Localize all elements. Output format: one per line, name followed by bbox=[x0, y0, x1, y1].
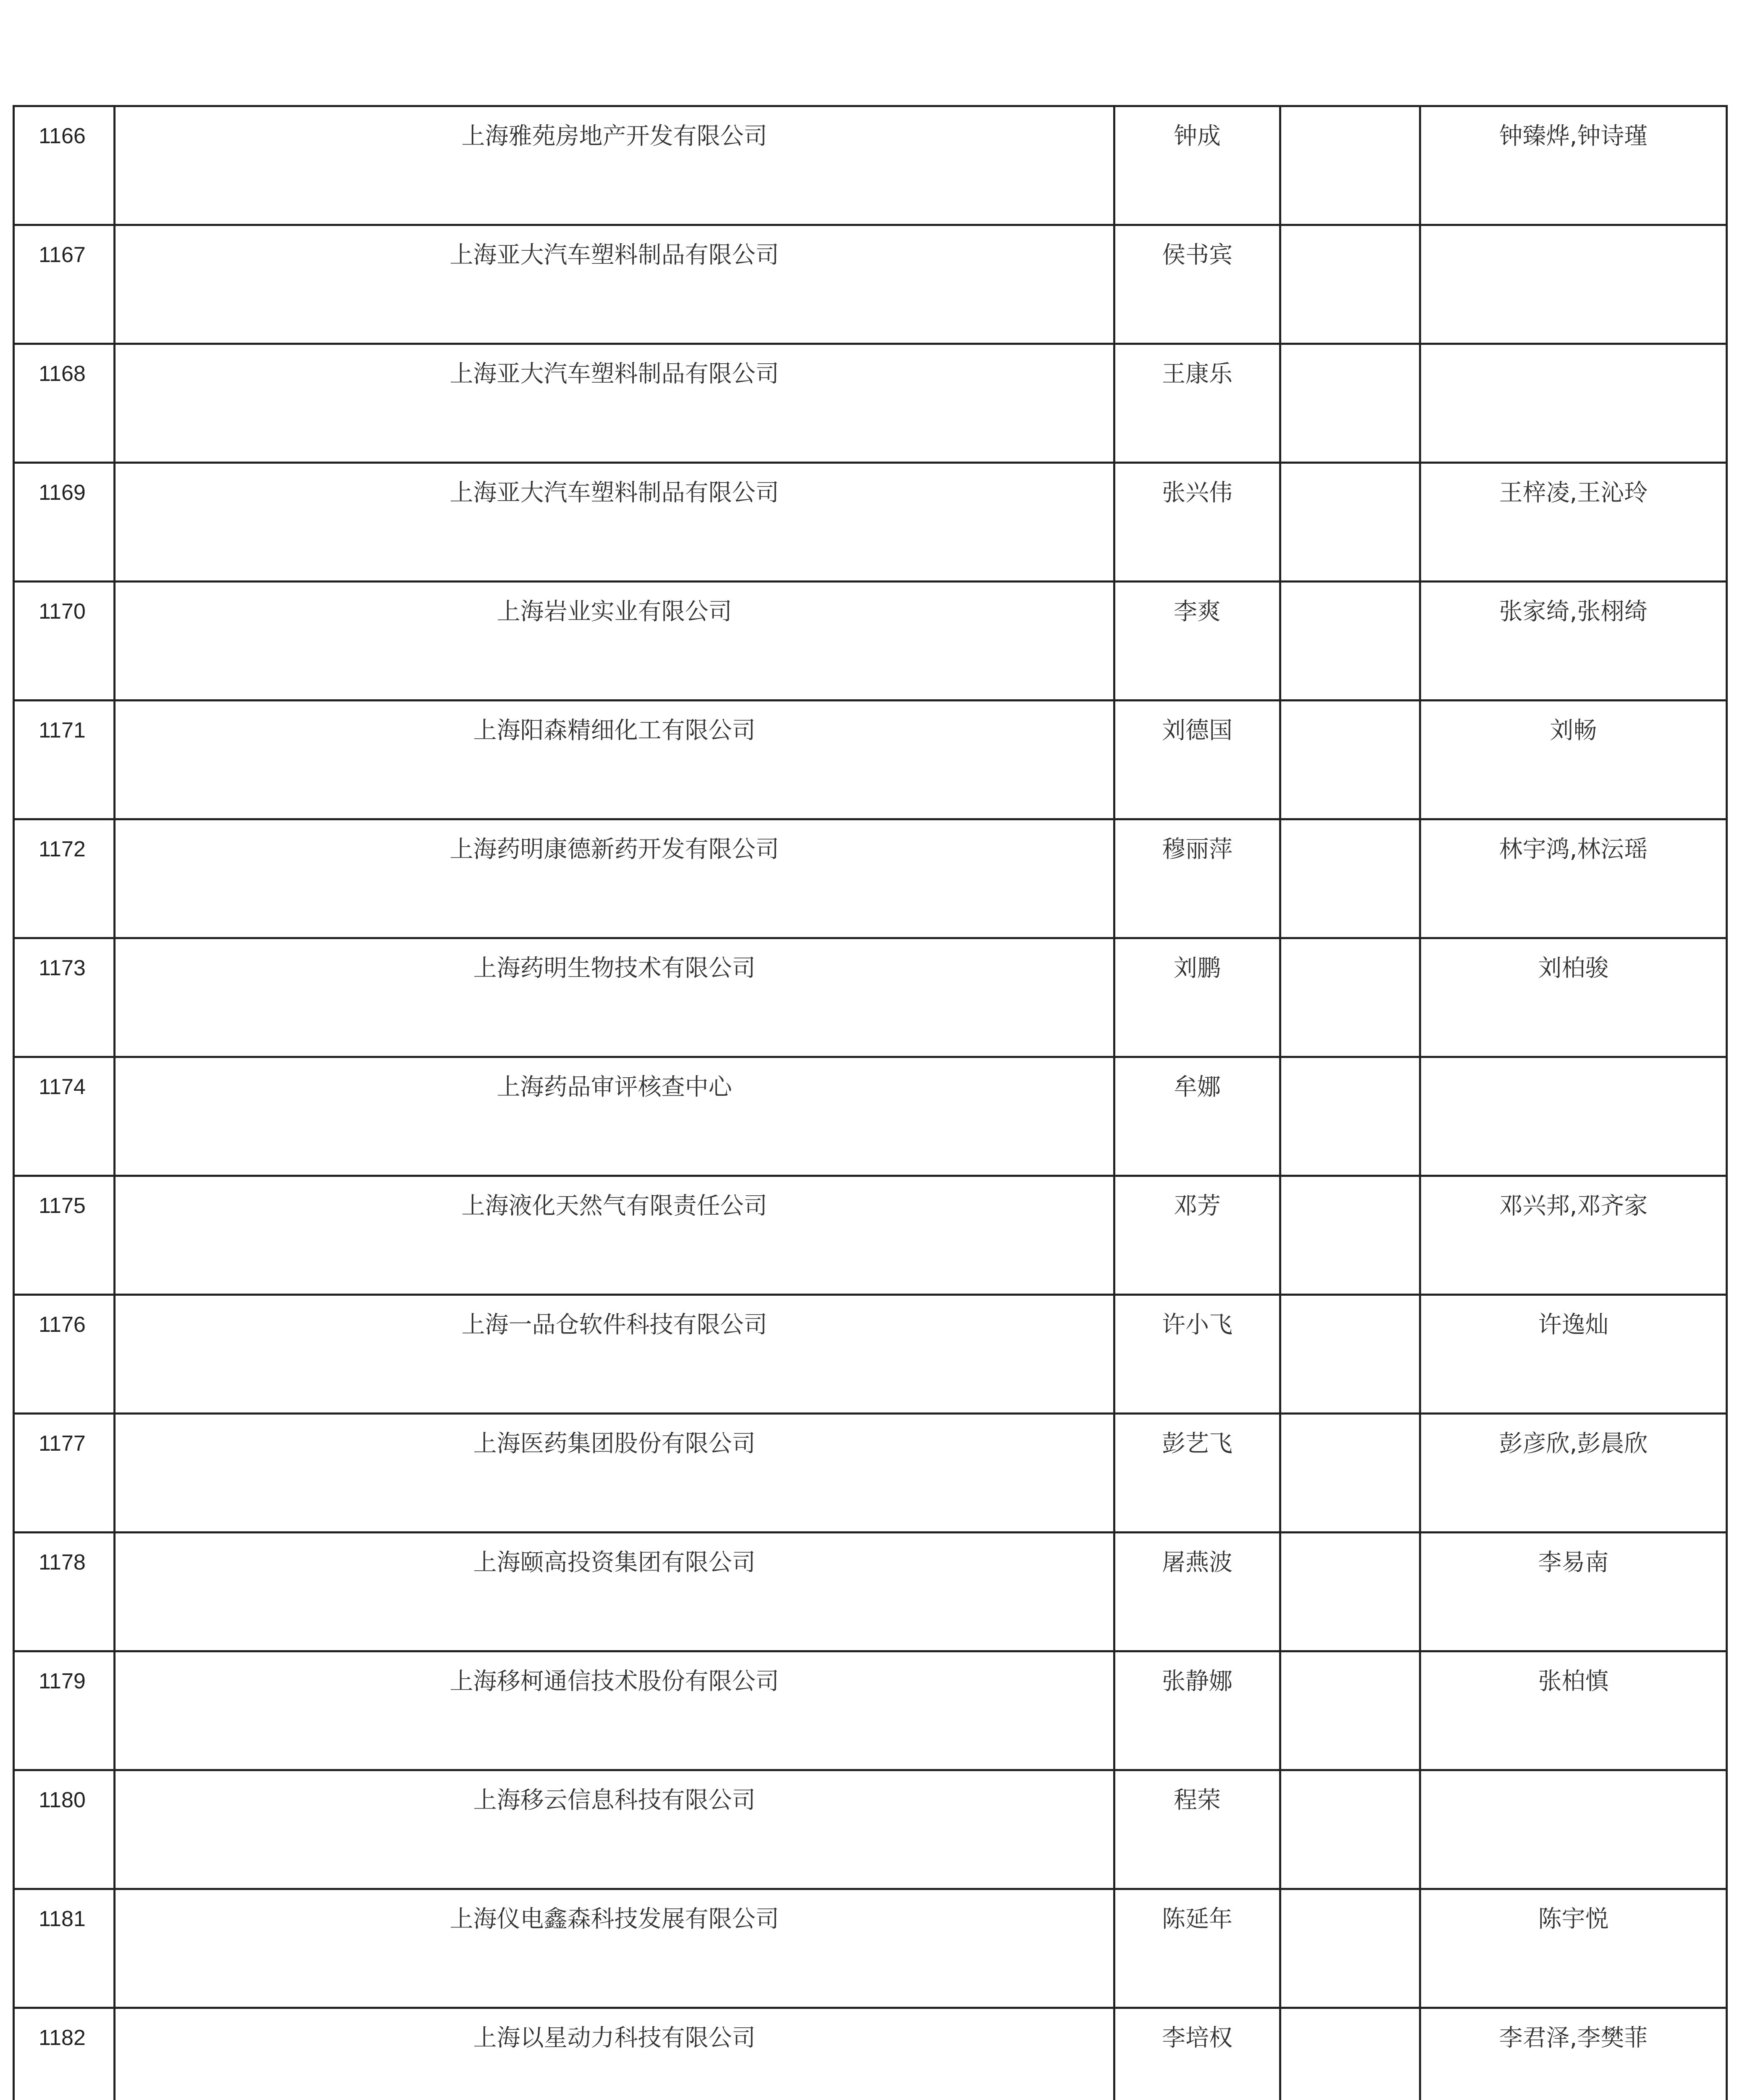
blank-cell bbox=[1280, 2008, 1420, 2100]
blank-cell bbox=[1280, 819, 1420, 938]
blank-cell bbox=[1280, 1057, 1420, 1176]
blank-cell bbox=[1280, 701, 1420, 819]
table-row bbox=[14, 1770, 1727, 1889]
company-name-cell: 上海亚大汽车塑料制品有限公司 bbox=[115, 225, 1114, 344]
person-name-cell: 李培权 bbox=[1114, 2008, 1280, 2100]
family-members-cell bbox=[1420, 1057, 1727, 1176]
row-number-cell: 1178 bbox=[14, 1533, 115, 1651]
family-members-cell: 张柏慎 bbox=[1420, 1651, 1727, 1770]
person-name-cell: 李爽 bbox=[1114, 582, 1280, 701]
blank-cell bbox=[1280, 1295, 1420, 1414]
company-name-cell: 上海液化天然气有限责任公司 bbox=[115, 1176, 1114, 1295]
row-number-cell: 1174 bbox=[14, 1057, 115, 1176]
blank-cell bbox=[1280, 1889, 1420, 2008]
person-name-cell: 王康乐 bbox=[1114, 344, 1280, 463]
family-members-cell: 李君泽,李樊菲 bbox=[1420, 2008, 1727, 2100]
table-row bbox=[14, 225, 1727, 344]
row-number-cell: 1172 bbox=[14, 819, 115, 938]
company-name-cell: 上海亚大汽车塑料制品有限公司 bbox=[115, 344, 1114, 463]
table-row bbox=[14, 819, 1727, 938]
company-name-cell: 上海移柯通信技术股份有限公司 bbox=[115, 1651, 1114, 1770]
person-name-cell: 牟娜 bbox=[1114, 1057, 1280, 1176]
row-number-cell: 1182 bbox=[14, 2008, 115, 2100]
table-row bbox=[14, 701, 1727, 819]
row-number-cell: 1168 bbox=[14, 344, 115, 463]
person-name-cell: 刘鹏 bbox=[1114, 938, 1280, 1057]
family-members-cell: 许逸灿 bbox=[1420, 1295, 1727, 1414]
person-name-cell: 陈延年 bbox=[1114, 1889, 1280, 2008]
blank-cell bbox=[1280, 1176, 1420, 1295]
person-name-cell: 程荣 bbox=[1114, 1770, 1280, 1889]
row-number-cell: 1169 bbox=[14, 463, 115, 582]
blank-cell bbox=[1280, 106, 1420, 225]
blank-cell bbox=[1280, 1414, 1420, 1533]
family-members-cell: 王梓凌,王沁玲 bbox=[1420, 463, 1727, 582]
company-name-cell: 上海岩业实业有限公司 bbox=[115, 582, 1114, 701]
person-name-cell: 张静娜 bbox=[1114, 1651, 1280, 1770]
blank-cell bbox=[1280, 938, 1420, 1057]
row-number-cell: 1170 bbox=[14, 582, 115, 701]
company-name-cell: 上海移云信息科技有限公司 bbox=[115, 1770, 1114, 1889]
company-name-cell: 上海颐高投资集团有限公司 bbox=[115, 1533, 1114, 1651]
company-name-cell: 上海医药集团股份有限公司 bbox=[115, 1414, 1114, 1533]
company-name-cell: 上海一品仓软件科技有限公司 bbox=[115, 1295, 1114, 1414]
blank-cell bbox=[1280, 1770, 1420, 1889]
family-members-cell: 邓兴邦,邓齐家 bbox=[1420, 1176, 1727, 1295]
company-name-cell: 上海阳森精细化工有限公司 bbox=[115, 701, 1114, 819]
row-number-cell: 1179 bbox=[14, 1651, 115, 1770]
blank-cell bbox=[1280, 225, 1420, 344]
row-number-cell: 1180 bbox=[14, 1770, 115, 1889]
family-members-cell: 陈宇悦 bbox=[1420, 1889, 1727, 2008]
company-name-cell: 上海亚大汽车塑料制品有限公司 bbox=[115, 463, 1114, 582]
person-name-cell: 邓芳 bbox=[1114, 1176, 1280, 1295]
table-row bbox=[14, 1651, 1727, 1770]
person-name-cell: 侯书宾 bbox=[1114, 225, 1280, 344]
blank-cell bbox=[1280, 1533, 1420, 1651]
blank-cell bbox=[1280, 463, 1420, 582]
table-row bbox=[14, 1889, 1727, 2008]
table-row bbox=[14, 1176, 1727, 1295]
family-members-cell: 林宇鸿,林沄瑶 bbox=[1420, 819, 1727, 938]
family-members-cell: 钟臻烨,钟诗瑾 bbox=[1420, 106, 1727, 225]
person-name-cell: 刘德国 bbox=[1114, 701, 1280, 819]
row-number-cell: 1171 bbox=[14, 701, 115, 819]
company-name-cell: 上海仪电鑫森科技发展有限公司 bbox=[115, 1889, 1114, 2008]
company-name-cell: 上海以星动力科技有限公司 bbox=[115, 2008, 1114, 2100]
row-number-cell: 1176 bbox=[14, 1295, 115, 1414]
table-row bbox=[14, 344, 1727, 463]
family-members-cell bbox=[1420, 225, 1727, 344]
family-members-cell: 张家绮,张栩绮 bbox=[1420, 582, 1727, 701]
blank-cell bbox=[1280, 582, 1420, 701]
family-members-cell bbox=[1420, 344, 1727, 463]
row-number-cell: 1175 bbox=[14, 1176, 115, 1295]
table-row bbox=[14, 938, 1727, 1057]
family-members-cell: 李易南 bbox=[1420, 1533, 1727, 1651]
table-row bbox=[14, 1414, 1727, 1533]
person-name-cell: 彭艺飞 bbox=[1114, 1414, 1280, 1533]
family-members-cell bbox=[1420, 1770, 1727, 1889]
table-row bbox=[14, 106, 1727, 225]
table-row bbox=[14, 582, 1727, 701]
family-members-cell: 刘畅 bbox=[1420, 701, 1727, 819]
blank-cell bbox=[1280, 344, 1420, 463]
table-row bbox=[14, 463, 1727, 582]
row-number-cell: 1166 bbox=[14, 106, 115, 225]
company-name-cell: 上海药品审评核查中心 bbox=[115, 1057, 1114, 1176]
person-name-cell: 张兴伟 bbox=[1114, 463, 1280, 582]
table-row bbox=[14, 1057, 1727, 1176]
table-row bbox=[14, 1295, 1727, 1414]
family-members-cell: 刘柏骏 bbox=[1420, 938, 1727, 1057]
company-name-cell: 上海药明生物技术有限公司 bbox=[115, 938, 1114, 1057]
family-members-cell: 彭彦欣,彭晨欣 bbox=[1420, 1414, 1727, 1533]
company-name-cell: 上海药明康德新药开发有限公司 bbox=[115, 819, 1114, 938]
blank-cell bbox=[1280, 1651, 1420, 1770]
table-row bbox=[14, 2008, 1727, 2100]
row-number-cell: 1177 bbox=[14, 1414, 115, 1533]
row-number-cell: 1167 bbox=[14, 225, 115, 344]
row-number-cell: 1173 bbox=[14, 938, 115, 1057]
person-name-cell: 穆丽萍 bbox=[1114, 819, 1280, 938]
table-row bbox=[14, 1533, 1727, 1651]
registry-table-body bbox=[14, 106, 1727, 2100]
registry-table bbox=[13, 105, 1728, 2100]
person-name-cell: 屠燕波 bbox=[1114, 1533, 1280, 1651]
person-name-cell: 钟成 bbox=[1114, 106, 1280, 225]
person-name-cell: 许小飞 bbox=[1114, 1295, 1280, 1414]
company-name-cell: 上海雅苑房地产开发有限公司 bbox=[115, 106, 1114, 225]
row-number-cell: 1181 bbox=[14, 1889, 115, 2008]
